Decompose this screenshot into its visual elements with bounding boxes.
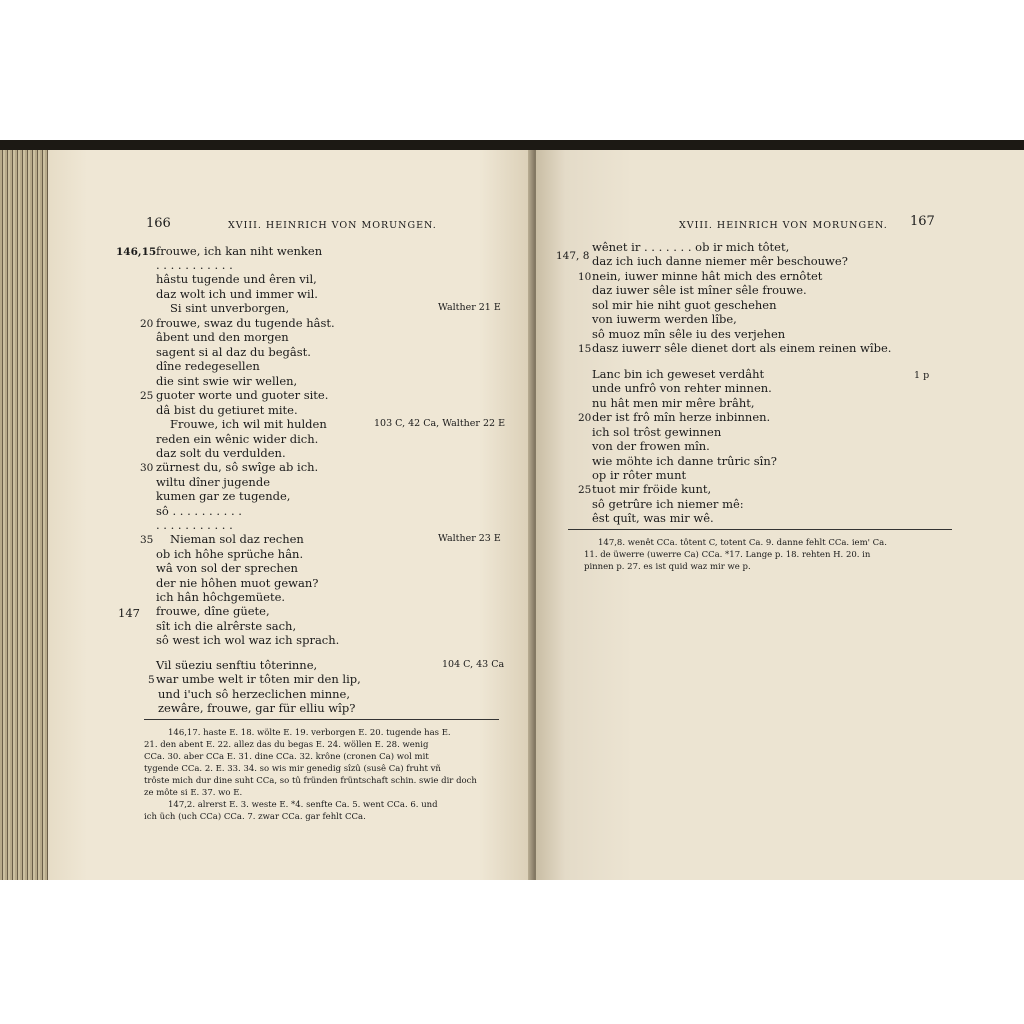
page-edges bbox=[0, 150, 52, 880]
line-number: 147, 8 bbox=[556, 250, 590, 262]
verse-line: êst quît, was mir wê. bbox=[592, 511, 714, 525]
verse-line: . . . . . . . . . . . bbox=[156, 518, 233, 532]
line-number: 10 bbox=[578, 271, 592, 283]
verse-line: kumen gar ze tugende, bbox=[156, 489, 291, 503]
verse-line: von der frowen mîn. bbox=[592, 439, 710, 453]
line-number: 20 bbox=[140, 318, 154, 330]
verse-line: reden ein wênic wider dich. bbox=[156, 432, 319, 446]
footnote-line: 146,17. haste E. 18. wölte E. 19. verborgen E. 20. tugende has E. bbox=[168, 728, 451, 738]
footnote-line: ich üch (uch CCa) CCa. 7. zwar CCa. gar fehlt CCa. bbox=[144, 812, 366, 822]
verse-line: Frouwe, ich wil mit hulden bbox=[170, 417, 327, 431]
verse-line: ich hân hôchgemüete. bbox=[156, 590, 286, 604]
verse-line: von iuwerm werden lîbe, bbox=[592, 312, 737, 326]
verse-line: und i'uch sô herzeclichen minne, bbox=[158, 687, 351, 701]
line-number: 25 bbox=[140, 390, 154, 402]
line-number: 146,15 bbox=[116, 246, 157, 258]
line-number: 147 bbox=[118, 606, 140, 620]
verse-line: frouwe, swaz du tugende hâst. bbox=[156, 316, 335, 330]
verse-line: ob ich hôhe sprüche hân. bbox=[156, 547, 304, 561]
sidenote: 1 p bbox=[914, 370, 930, 381]
line-number: 25 bbox=[578, 484, 592, 496]
footnote-line: 21. den abent E. 22. allez das du begas E. 24. wöllen E. 28. wenig bbox=[144, 740, 429, 750]
verse-line: nein, iuwer minne hât mich des ernôtet bbox=[592, 269, 823, 283]
verse-line: sô west ich wol waz ich sprach. bbox=[156, 633, 340, 647]
verse-line: wiltu dîner jugende bbox=[156, 475, 271, 489]
page-number: 167 bbox=[910, 214, 935, 229]
verse-line: nu hât men mir mêre brâht, bbox=[592, 396, 755, 410]
verse-line: sô getrûre ich niemer mê: bbox=[592, 497, 744, 511]
running-head: XVIII. HEINRICH VON MORUNGEN. bbox=[679, 220, 888, 231]
verse-line: wâ von sol der sprechen bbox=[156, 561, 298, 575]
running-head: XVIII. HEINRICH VON MORUNGEN. bbox=[228, 220, 437, 231]
footnote-rule bbox=[568, 529, 952, 530]
sidenote: 103 C, 42 Ca, Walther 22 E bbox=[374, 418, 506, 429]
verse-line: hâstu tugende und êren vil, bbox=[156, 272, 317, 286]
line-number: 35 bbox=[140, 534, 154, 546]
verse-line: zewâre, frouwe, gar für elliu wîp? bbox=[158, 701, 356, 715]
verse-line: sô . . . . . . . . . . bbox=[156, 504, 242, 518]
verse-line: daz ich iuch danne niemer mêr beschouwe? bbox=[592, 254, 848, 268]
verse-line: . . . . . . . . . . . bbox=[156, 258, 233, 272]
verse-line: der ist frô mîn herze inbinnen. bbox=[592, 410, 771, 424]
footnote-line: pinnen p. 27. es ist quid waz mir we p. bbox=[584, 562, 751, 572]
verse-line: guoter worte und guoter site. bbox=[156, 388, 329, 402]
line-number: 30 bbox=[140, 462, 154, 474]
verse-line: frouwe, dîne güete, bbox=[156, 604, 270, 618]
footnote-line: 147,8. wenêt CCa. tôtent C, totent Ca. 9. danne fehlt CCa. iem' Ca. bbox=[598, 538, 887, 548]
page-number: 166 bbox=[146, 216, 171, 231]
verse-line: daz wolt ich und immer wil. bbox=[156, 287, 318, 301]
verse-line: sol mir hie niht guot geschehen bbox=[592, 298, 777, 312]
verse-line: die sint swie wir wellen, bbox=[156, 374, 298, 388]
footnote-rule bbox=[144, 719, 499, 720]
left-page bbox=[48, 150, 538, 880]
verse-line: Si sint unverborgen, bbox=[170, 301, 290, 315]
verse-line: tuot mir fröide kunt, bbox=[592, 482, 712, 496]
footnote-line: ze môte si E. 37. wo E. bbox=[144, 788, 243, 798]
verse-line: sagent si al daz du begâst. bbox=[156, 345, 311, 359]
verse-line: Vil süeziu senftiu tôterinne, bbox=[156, 658, 318, 672]
verse-line: ich sol trôst gewinnen bbox=[592, 425, 722, 439]
verse-line: wênet ir . . . . . . . ob ir mich tôtet, bbox=[592, 240, 790, 254]
footnote-line: trôste mich dur dine suht CCa, so tû fründen früntschaft schin. swie dir doch bbox=[144, 776, 477, 786]
footnote-line: tygende CCa. 2. E. 33. 34. so wis mir genedig sîzû (susê Ca) fruht vñ bbox=[144, 764, 441, 774]
verse-line: dasz iuwerr sêle dienet dort als einem reinen wîbe. bbox=[592, 341, 892, 355]
verse-line: frouwe, ich kan niht wenken bbox=[156, 244, 323, 258]
line-number: 20 bbox=[578, 412, 592, 424]
footnote-line: 11. de üwerre (uwerre Ca) CCa. *17. Lange p. 18. rehten H. 20. in bbox=[584, 550, 871, 560]
verse-line: dîne redegesellen bbox=[156, 359, 260, 373]
verse-line: âbent und den morgen bbox=[156, 330, 289, 344]
verse-line: op ir rôter munt bbox=[592, 468, 687, 482]
footnote-line: 147,2. alrerst E. 3. weste E. *4. senfte Ca. 5. went CCa. 6. und bbox=[168, 800, 438, 810]
verse-line: sît ich die alrêrste sach, bbox=[156, 619, 297, 633]
right-page bbox=[536, 150, 1024, 880]
footnote-line: CCa. 30. aber CCa E. 31. dine CCa. 32. krône (cronen Ca) wol mit bbox=[144, 752, 429, 762]
verse-line: unde unfrô von rehter minnen. bbox=[592, 381, 772, 395]
verse-line: der nie hôhen muot gewan? bbox=[156, 576, 319, 590]
verse-line: Nieman sol daz rechen bbox=[170, 532, 304, 546]
verse-line: war umbe welt ir tôten mir den lip, bbox=[156, 672, 361, 686]
line-number: 5 bbox=[148, 674, 155, 686]
verse-line: daz solt du verdulden. bbox=[156, 446, 286, 460]
sidenote: Walther 21 E bbox=[438, 302, 501, 313]
verse-line: dâ bist du getiuret mite. bbox=[156, 403, 298, 417]
verse-line: Lanc bin ich geweset verdâht bbox=[592, 367, 765, 381]
verse-line: wie möhte ich danne trûric sîn? bbox=[592, 454, 777, 468]
verse-line: zürnest du, sô swîge ab ich. bbox=[156, 460, 319, 474]
sidenote: Walther 23 E bbox=[438, 533, 501, 544]
sidenote: 104 C, 43 Ca bbox=[442, 659, 505, 670]
verse-line: daz iuwer sêle ist mîner sêle frouwe. bbox=[592, 283, 807, 297]
line-number: 15 bbox=[578, 343, 592, 355]
verse-line: sô muoz mîn sêle iu des verjehen bbox=[592, 327, 786, 341]
